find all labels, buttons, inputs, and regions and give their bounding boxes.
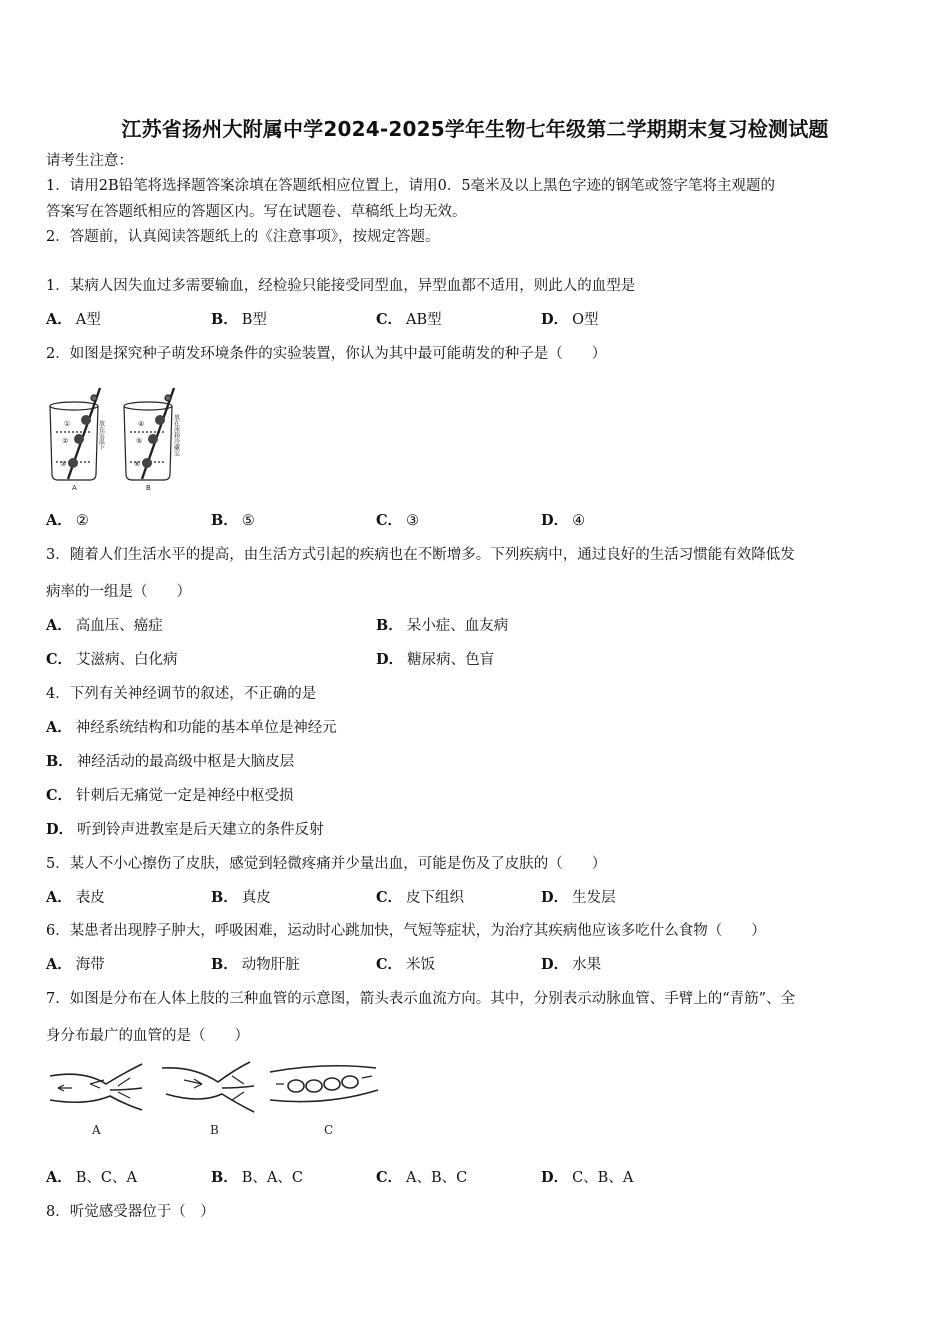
q1-option-d[interactable]: D． O型 [541,311,599,328]
q7-option-d[interactable]: D． C、B、A [541,1169,634,1186]
q4-option-d[interactable]: D． 听到铃声进教室是后天建立的条件反射 [46,821,324,838]
vessel-c-label: C [324,1123,334,1137]
q5-option-a[interactable]: A． 表皮 [46,889,105,906]
q5-option-d[interactable]: D． 生发层 [541,889,616,906]
seed-label-1: ① [64,420,71,428]
q3-option-b[interactable]: B． 呆小症、血友病 [376,617,509,634]
seed-5 [148,434,158,444]
beaker-b-label: B [146,484,151,492]
q7-option-a[interactable]: A． B、C、A [46,1169,137,1186]
q2-stem: 2．如图是探究种子萌发环境条件的实验装置，你认为其中最可能萌发的种子是（ ） [46,346,607,362]
beaker-a-label: A [72,484,77,492]
q6-option-a[interactable]: A． 海带 [46,956,105,973]
vessel-b [162,1062,254,1112]
q1-stem: 1．某病人因失血过多需要输血，经检验只能接受同型血，异型血都不适用，则此人的血型是 [46,278,636,294]
q7-option-c[interactable]: C． A、B、C [376,1169,468,1186]
q6-option-d[interactable]: D． 水果 [541,956,602,973]
q7-option-b[interactable]: B． B、A、C [211,1169,303,1186]
q3-option-d[interactable]: D． 糖尿病、色盲 [376,651,495,668]
q7-stem: 7．如图是分布在人体上肢的三种血管的示意图，箭头表示血流方向。其中，分别表示动脉血管、手臂上的“青筋”、全 [46,991,796,1007]
q6-option-c[interactable]: C． 米饭 [376,956,436,973]
seed-4 [155,415,165,425]
q3-option-c[interactable]: C． 艾滋病、白化病 [46,651,178,668]
beaker-b-side-label: 放在冰箱冷藏室 [172,414,180,456]
seed-label-5: ⑤ [136,437,143,445]
seed-label-4: ④ [138,420,145,428]
seed-3 [68,458,78,468]
notice-item-1: 1．请用2B铅笔将选择题答案涂填在答题纸相应位置上，请用0．5毫米及以上黑色字迹的钢笔或签字笔将主观题的 [46,178,776,194]
q6-option-b[interactable]: B． 动物肝脏 [211,956,300,973]
notice-item-2: 2．答题前，认真阅读答题纸上的《注意事项》，按规定答题。 [46,229,440,245]
q5-stem: 5．某人不小心擦伤了皮肤，感觉到轻微疼痛并少量出血，可能是伤及了皮肤的（ ） [46,856,607,872]
blood-vessel-figure [44,1060,384,1142]
seed-label-3: ③ [60,460,67,468]
vessel-a [50,1064,142,1110]
q7-stem-cont: 身分布最广的血管的是（ ） [46,1028,249,1044]
notice-heading: 请考生注意： [46,153,133,169]
q5-option-c[interactable]: C． 皮下组织 [376,889,465,906]
beaker-a-side-label: 放在室温下 [97,420,105,450]
seed-germination-figure [44,384,194,494]
vessel-a-label: A [92,1123,101,1137]
q4-stem: 4．下列有关神经调节的叙述，不正确的是 [46,686,317,702]
q1-option-b[interactable]: B． B型 [211,311,267,328]
q2-option-a[interactable]: A． ② [46,512,89,529]
q5-option-b[interactable]: B． 真皮 [211,889,271,906]
q4-option-c[interactable]: C． 针刺后无痛觉一定是神经中枢受损 [46,787,294,804]
seeds-b [142,415,165,468]
q2-option-b[interactable]: B． ⑤ [211,512,255,529]
q6-stem: 6．某患者出现脖子肿大，呼吸困难，运动时心跳加快，气短等症状，为治疗其疾病他应该多吃什么食物（ ） [46,923,766,939]
q3-option-a[interactable]: A． 高血压、癌症 [46,617,163,634]
q4-option-a[interactable]: A． 神经系统结构和功能的基本单位是神经元 [46,719,337,736]
q2-option-c[interactable]: C． ③ [376,512,420,529]
seed-2 [74,434,84,444]
page-title: 江苏省扬州大附属中学2024-2025学年生物七年级第二学期期末复习检测试题 [121,117,829,141]
q3-stem: 3．随着人们生活水平的提高，由生活方式引起的疾病也在不断增多。下列疾病中，通过良好的生活习惯能有效降低发 [46,547,795,563]
q1-option-a[interactable]: A． A型 [46,311,101,328]
seed-1 [81,415,91,425]
seeds-a [68,415,91,468]
vessel-b-label: B [210,1123,219,1137]
seed-label-2: ② [62,437,69,445]
vessel-c [270,1066,378,1102]
notice-item-1-cont: 答案写在答题纸相应的答题区内。写在试题卷、草稿纸上均无效。 [46,204,467,220]
q4-option-b[interactable]: B． 神经活动的最高级中枢是大脑皮层 [46,753,295,770]
q1-option-c[interactable]: C． AB型 [376,311,442,328]
seed-6 [142,458,152,468]
seed-label-6: ⑥ [134,460,141,468]
q8-stem: 8．听觉感受器位于（ ） [46,1204,215,1220]
q3-stem-cont: 病率的一组是（ ） [46,584,191,600]
q2-option-d[interactable]: D． ④ [541,512,586,529]
